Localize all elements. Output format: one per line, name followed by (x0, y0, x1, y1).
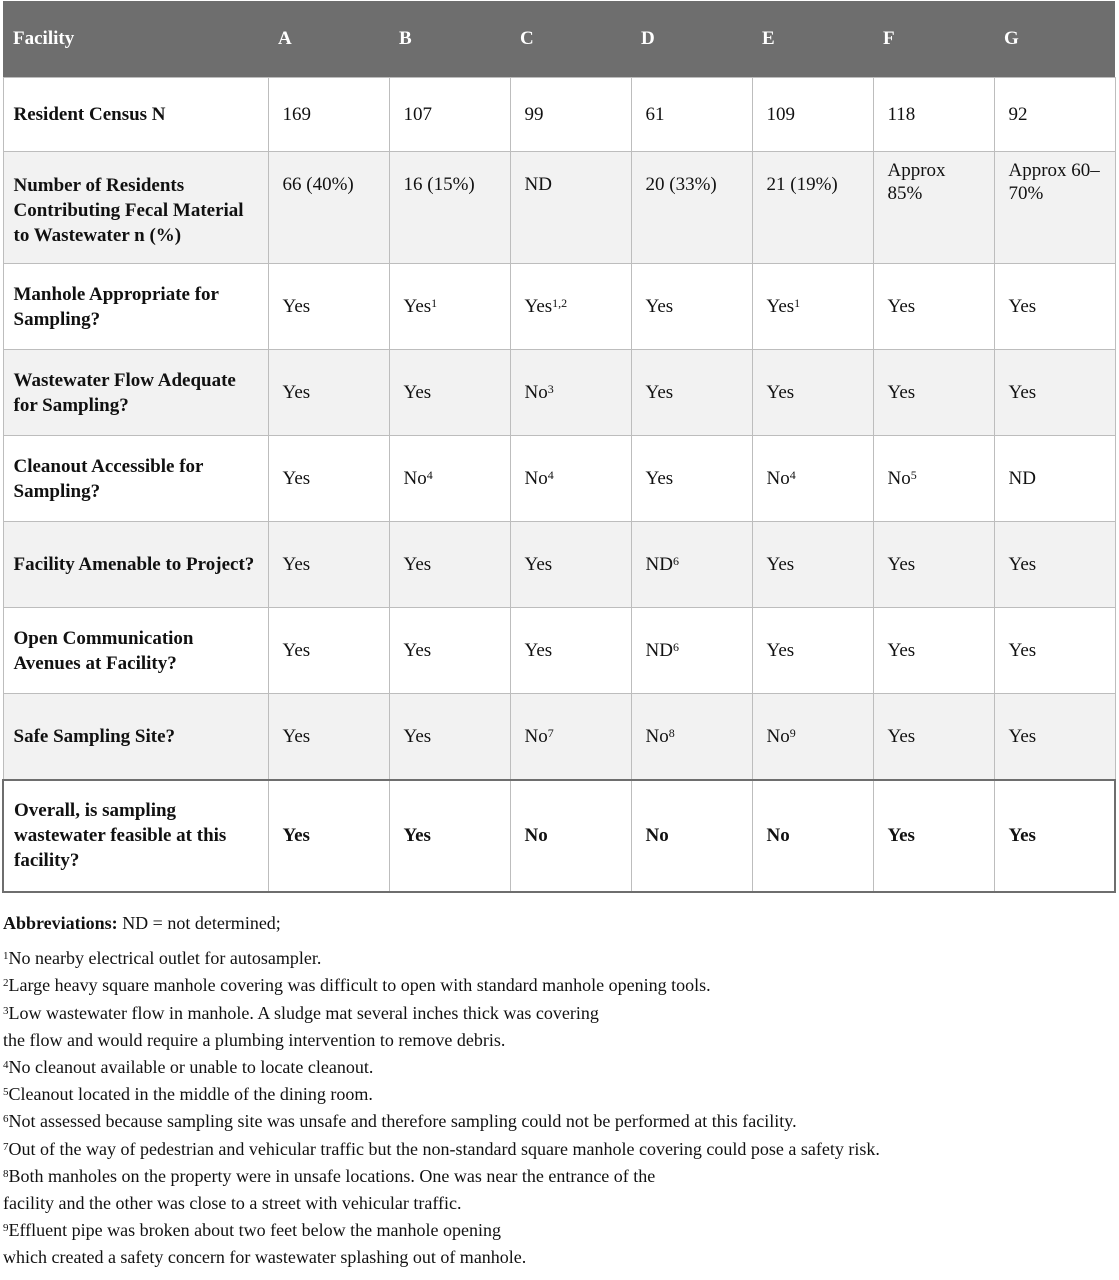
cell-value: No (645, 725, 669, 747)
cell-value: No (524, 468, 548, 489)
cell-value: Yes (282, 554, 311, 575)
table-cell (631, 264, 752, 350)
cell-value: Yes (766, 640, 795, 661)
table-cell (389, 522, 510, 608)
footnote-line (3, 1081, 1115, 1108)
cell-value: 61 (645, 104, 665, 125)
cell-value: Yes (403, 554, 432, 575)
footnote-marker: 3 (547, 382, 554, 396)
footnote-number: 4 (3, 1059, 9, 1072)
table-cell (873, 608, 994, 694)
table-cell (510, 694, 631, 780)
footnote-text: facility and the other was close to a street with vehicular traffic. (3, 1193, 462, 1214)
cell-value: Yes (887, 296, 916, 317)
table-row (3, 78, 1115, 152)
footnote-number: 9 (3, 1222, 9, 1235)
cell-value: Yes (1008, 296, 1037, 317)
cell-value: 20 (33%) (645, 174, 717, 195)
cell-value: Yes (403, 296, 432, 317)
cell-value: Yes (282, 468, 311, 489)
row-label: Resident Census N (3, 78, 268, 152)
table-cell (752, 78, 873, 152)
table-cell (994, 78, 1115, 152)
cell-value: Yes (766, 296, 795, 317)
footnote-marker: 6 (672, 554, 679, 568)
footnote-line (3, 1000, 1115, 1027)
table-cell (268, 780, 389, 892)
cell-value: ND (524, 174, 552, 195)
cell-value: Approx 60–70% (1008, 160, 1100, 204)
footnote-text: Not assessed because sampling site was unsafe and therefore sampling could not be performed at this facility. (8, 1111, 797, 1132)
cell-value: 92 (1008, 104, 1028, 125)
header-column-a: A (268, 1, 389, 78)
table-cell (389, 78, 510, 152)
cell-value: Yes (282, 640, 311, 661)
footnote-number: 2 (3, 977, 9, 990)
abbreviations-text: ND = not determined; (117, 913, 281, 933)
table-cell (631, 78, 752, 152)
header-facility: Facility (3, 1, 268, 78)
table-cell (752, 152, 873, 264)
cell-value: 169 (282, 104, 311, 125)
table-cell (389, 350, 510, 436)
cell-value: No (766, 725, 790, 747)
table-cell (752, 608, 873, 694)
cell-value: Yes (524, 640, 553, 661)
footnote-line (3, 945, 1115, 972)
footnote-marker: 7 (547, 725, 554, 740)
footnote-text: No cleanout available or unable to locate cleanout. (8, 1057, 374, 1078)
cell-value: Yes (766, 554, 795, 575)
footnote-text: which created a safety concern for wastewater splashing out of manhole. (3, 1247, 527, 1268)
cell-value: 21 (19%) (766, 174, 838, 195)
footnote-number: 8 (3, 1167, 9, 1180)
row-label: Cleanout Accessible for Sampling? (3, 436, 268, 522)
footnote-line (3, 1190, 1115, 1217)
cell-value: Yes (645, 296, 674, 317)
footnote-line (3, 1244, 1115, 1271)
footnote-text: Cleanout located in the middle of the dining room. (8, 1084, 373, 1105)
table-cell (873, 152, 994, 264)
table-cell (268, 78, 389, 152)
table-cell (994, 152, 1115, 264)
table-header-row (3, 1, 1115, 78)
cell-value: 107 (403, 104, 432, 125)
cell-value: Yes (766, 382, 795, 403)
table-cell (631, 522, 752, 608)
cell-value: 99 (524, 104, 544, 125)
footnote-text: Out of the way of pedestrian and vehicular traffic but the non-standard square manhole covering could pose a safety risk. (8, 1138, 880, 1159)
footnote-number: 1 (3, 950, 9, 963)
row-label: Open Communication Avenues at Facility? (3, 608, 268, 694)
table-cell (268, 436, 389, 522)
cell-value: ND (645, 554, 673, 575)
footnote-line (3, 1054, 1115, 1081)
table-notes (3, 910, 1115, 1272)
footnote-text: Both manholes on the property were in unsafe locations. One was near the entrance of the (8, 1165, 656, 1186)
table-cell (268, 608, 389, 694)
table-row (3, 694, 1115, 780)
table-cell (994, 436, 1115, 522)
table-cell (510, 608, 631, 694)
table-row (3, 152, 1115, 264)
table-cell (873, 780, 994, 892)
footnote-marker: 6 (672, 640, 679, 654)
cell-value: No (524, 382, 548, 403)
footnote-line (3, 1027, 1115, 1054)
table-cell (389, 152, 510, 264)
table-cell (873, 436, 994, 522)
cell-value: 109 (766, 104, 795, 125)
table-cell (873, 78, 994, 152)
cell-value: 66 (40%) (282, 174, 354, 195)
cell-value: Yes (524, 296, 553, 317)
header-column-e: E (752, 1, 873, 78)
footnote-text: the flow and would require a plumbing intervention to remove debris. (3, 1029, 506, 1050)
table-cell (752, 522, 873, 608)
row-label: Facility Amenable to Project? (3, 522, 268, 608)
table-cell (510, 350, 631, 436)
table-cell (389, 694, 510, 780)
table-row (3, 436, 1115, 522)
table-cell (510, 264, 631, 350)
cell-value: Yes (1008, 640, 1037, 661)
table-cell (510, 522, 631, 608)
table-cell (631, 780, 752, 892)
abbreviations-note (3, 910, 1115, 937)
table-cell (510, 436, 631, 522)
table-cell (752, 264, 873, 350)
footnote-text: Low wastewater flow in manhole. A sludge mat several inches thick was covering (8, 1002, 599, 1023)
footnote-marker: 4 (426, 468, 433, 482)
cell-value: Approx 85% (887, 160, 946, 204)
header-column-g: G (994, 1, 1115, 78)
row-label: Manhole Appropriate for Sampling? (3, 264, 268, 350)
table-cell (994, 780, 1115, 892)
header-column-d: D (631, 1, 752, 78)
footnote-number: 6 (3, 1113, 9, 1126)
table-cell (631, 608, 752, 694)
cell-value: No (766, 825, 790, 846)
cell-value: Yes (282, 382, 311, 403)
table-cell (994, 264, 1115, 350)
table-cell (268, 522, 389, 608)
row-label: Overall, is sampling wastewater feasible at this facility? (3, 780, 268, 892)
cell-value: No (524, 825, 548, 846)
table-cell (873, 264, 994, 350)
cell-value: Yes (645, 382, 674, 403)
table-cell (752, 350, 873, 436)
table-row (3, 780, 1115, 892)
cell-value: Yes (1008, 825, 1036, 846)
table-cell (752, 694, 873, 780)
facility-feasibility-table (2, 1, 1116, 893)
table-cell (510, 78, 631, 152)
footnote-line (3, 1108, 1115, 1135)
table-cell (752, 780, 873, 892)
table-cell (510, 152, 631, 264)
footnote-number: 5 (3, 1086, 9, 1099)
table-cell (752, 436, 873, 522)
table-cell (994, 694, 1115, 780)
cell-value: Yes (282, 296, 311, 317)
footnote-marker: 4 (789, 468, 796, 482)
cell-value: ND (645, 640, 673, 661)
table-cell (389, 780, 510, 892)
cell-value: Yes (403, 640, 432, 661)
table-cell (994, 522, 1115, 608)
table-row (3, 350, 1115, 436)
table-cell (994, 350, 1115, 436)
footnote-marker: 5 (910, 468, 917, 482)
header-column-c: C (510, 1, 631, 78)
abbreviations-label: Abbreviations: (3, 913, 118, 933)
row-label: Number of Residents Contributing Fecal Material to Wastewater n (%) (3, 152, 268, 264)
table-cell (631, 350, 752, 436)
cell-value: Yes (887, 554, 916, 575)
table-cell (631, 436, 752, 522)
cell-value: ND (1008, 468, 1036, 489)
cell-value: No (524, 725, 548, 747)
table-cell (873, 694, 994, 780)
cell-value: Yes (403, 725, 432, 747)
cell-value: 16 (15%) (403, 174, 475, 195)
footnote-line (3, 1136, 1115, 1163)
footnote-line (3, 972, 1115, 999)
table-cell (631, 152, 752, 264)
table-cell (510, 780, 631, 892)
table-cell (389, 436, 510, 522)
footnote-number: 3 (3, 1004, 9, 1017)
cell-value: Yes (887, 382, 916, 403)
cell-value: Yes (282, 725, 311, 747)
table-row (3, 608, 1115, 694)
header-column-f: F (873, 1, 994, 78)
footnote-text: Effluent pipe was broken about two feet below the manhole opening (8, 1220, 502, 1241)
cell-value: Yes (1008, 725, 1037, 747)
footnote-line (3, 1217, 1115, 1244)
table-cell (268, 350, 389, 436)
cell-value: Yes (1008, 554, 1037, 575)
table-cell (389, 264, 510, 350)
table-row (3, 264, 1115, 350)
cell-value: Yes (887, 825, 915, 846)
footnote-marker: 9 (789, 725, 796, 740)
cell-value: Yes (282, 825, 310, 846)
table-cell (873, 350, 994, 436)
cell-value: Yes (887, 640, 916, 661)
table-cell (994, 608, 1115, 694)
table-cell (389, 608, 510, 694)
table-cell (631, 694, 752, 780)
cell-value: Yes (1008, 382, 1037, 403)
footnote-marker: 1 (431, 296, 438, 310)
row-label: Wastewater Flow Adequate for Sampling? (3, 350, 268, 436)
cell-value: No (887, 468, 911, 489)
table-cell (873, 522, 994, 608)
cell-value: Yes (887, 725, 916, 747)
footnote-marker: 1 (794, 296, 801, 310)
footnotes-list (3, 945, 1115, 1271)
footnote-text: No nearby electrical outlet for autosampler. (8, 948, 322, 969)
table-row (3, 522, 1115, 608)
row-label: Safe Sampling Site? (3, 694, 268, 780)
cell-value: Yes (403, 825, 431, 846)
header-column-b: B (389, 1, 510, 78)
cell-value: No (766, 468, 790, 489)
cell-value: Yes (645, 468, 674, 489)
table-cell (268, 694, 389, 780)
table-cell (268, 264, 389, 350)
cell-value: 118 (887, 104, 916, 125)
footnote-number: 7 (3, 1140, 9, 1153)
cell-value: No (403, 468, 427, 489)
footnote-marker: 1,2 (552, 296, 568, 310)
table-cell (268, 152, 389, 264)
cell-value: Yes (524, 554, 553, 575)
footnote-text: Large heavy square manhole covering was difficult to open with standard manhole opening tools. (8, 975, 711, 996)
footnote-line (3, 1163, 1115, 1190)
footnote-marker: 4 (547, 468, 554, 482)
cell-value: No (645, 825, 669, 846)
footnote-marker: 8 (668, 725, 675, 740)
cell-value: Yes (403, 382, 432, 403)
